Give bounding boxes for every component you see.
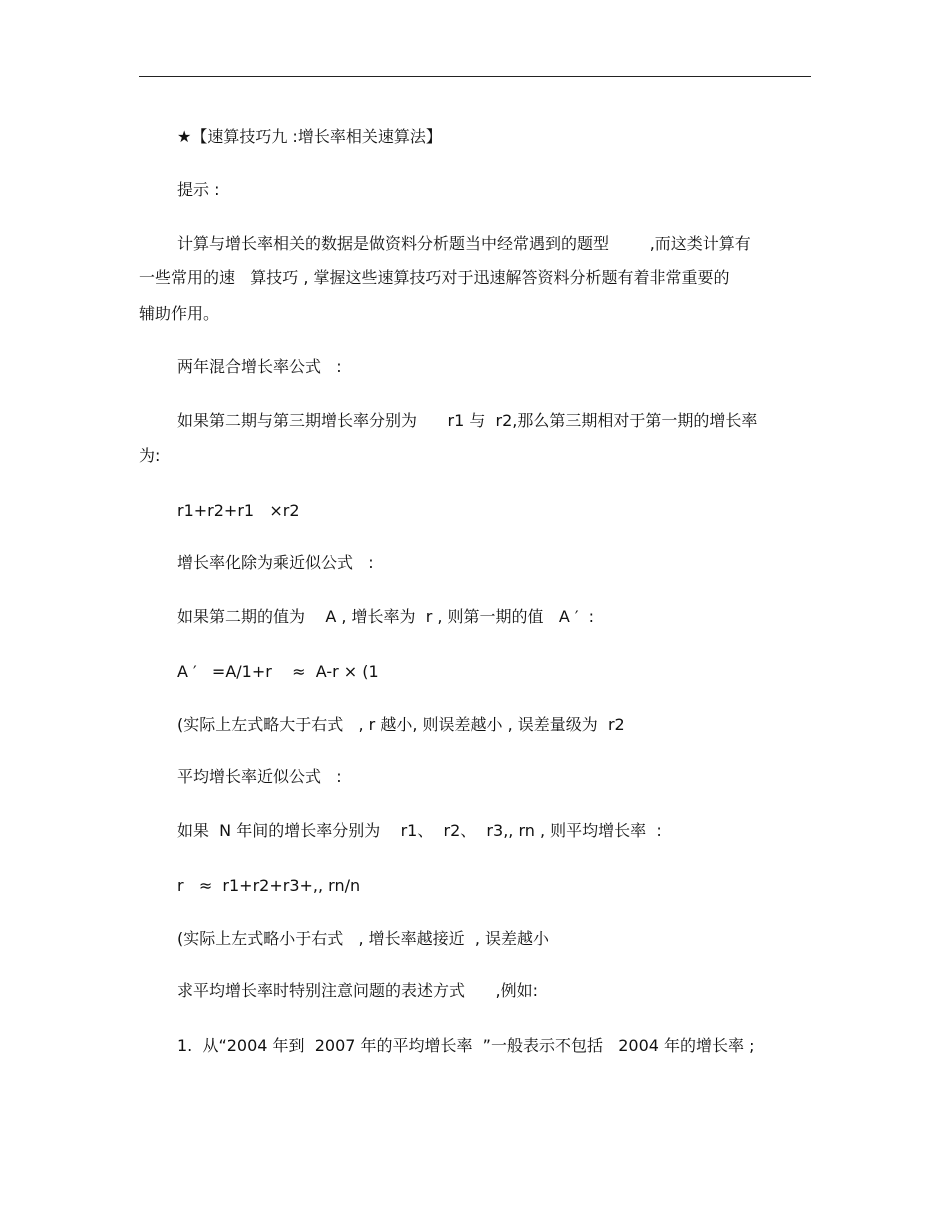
intro-line-3: 辅助作用。 <box>139 304 220 323</box>
mixed-rate-formula: r1+r2+r1 ×r2 <box>177 501 300 520</box>
hint-label: 提示 : <box>177 180 220 199</box>
avg-note: (实际上左式略小于右式 , 增长率越接近 , 误差越小 <box>177 929 550 948</box>
approx-formula: A ′ =A/1+r ≈ A-r × (1 <box>177 662 379 681</box>
approx-text: 如果第二期的值为 A , 增长率为 r , 则第一期的值 A ′ : <box>177 607 595 626</box>
attention-line: 求平均增长率时特别注意问题的表述方式 ,例如: <box>177 981 538 1000</box>
avg-text: 如果 N 年间的增长率分别为 r1、 r2、 r3,, rn , 则平均增长率 : <box>177 821 662 840</box>
mixed-rate-text-1: 如果第二期与第三期增长率分别为 r1 与 r2,那么第三期相对于第一期的增长率 <box>177 411 758 430</box>
approx-note: (实际上左式略大于右式 , r 越小, 则误差越小 , 误差量级为 r2 <box>177 715 625 734</box>
intro-line-2: 一些常用的速 算技巧 , 掌握这些速算技巧对于迅速解答资料分析题有着非常重要的 <box>139 268 730 287</box>
avg-heading: 平均增长率近似公式 : <box>177 767 342 786</box>
intro-line-1: 计算与增长率相关的数据是做资料分析题当中经常遇到的题型 ,而这类计算有 <box>177 234 751 253</box>
approx-heading: 增长率化除为乘近似公式 : <box>177 553 374 572</box>
mixed-rate-text-2: 为: <box>139 446 161 465</box>
avg-formula: r ≈ r1+r2+r3+,, rn/n <box>177 876 361 895</box>
mixed-rate-heading: 两年混合增长率公式 : <box>177 357 342 376</box>
header-rule <box>139 76 811 77</box>
example-item-1: 1. 从“2004 年到 2007 年的平均增长率 ”一般表示不包括 2004 年的增长率 ; <box>177 1036 755 1055</box>
section-title: ★【速算技巧九 :增长率相关速算法】 <box>177 127 442 146</box>
